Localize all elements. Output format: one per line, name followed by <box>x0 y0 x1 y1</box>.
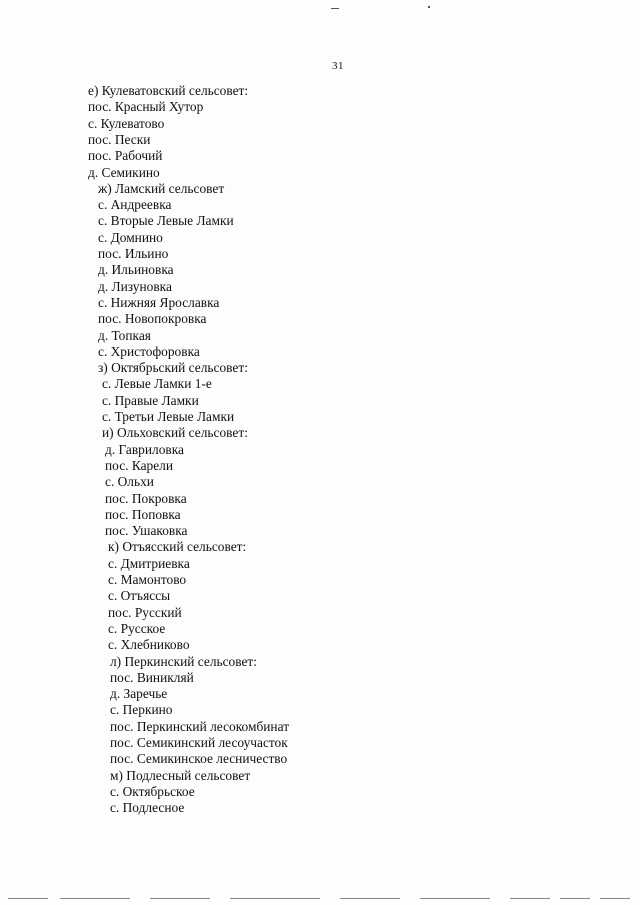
settlement-item: с. Октябрьское <box>110 783 195 799</box>
settlement-item: пос. Пески <box>88 131 151 147</box>
council-heading: к) Отъясский сельсовет: <box>108 539 247 555</box>
settlement-item: с. Ольхи <box>105 474 154 490</box>
settlement-item: пос. Карели <box>105 457 174 473</box>
settlement-item: пос. Виникляй <box>110 669 194 685</box>
settlement-item: пос. Русский <box>108 604 182 620</box>
settlement-item: с. Мамонтово <box>108 572 187 587</box>
settlement-item: д. Лизуновка <box>98 278 172 294</box>
council-heading: м) Подлесный сельсовет <box>110 767 251 783</box>
council-heading: ж) Ламский сельсовет <box>98 180 225 196</box>
settlement-item: с. Андреевка <box>98 197 172 213</box>
settlement-item: д. Семикино <box>88 164 160 180</box>
settlement-item: д. Гавриловка <box>105 441 184 457</box>
council-heading: л) Перкинский сельсовет: <box>110 653 258 669</box>
settlement-item: пос. Поповка <box>105 506 181 522</box>
settlement-item: пос. Красный Хутор <box>88 99 204 115</box>
settlement-item: с. Домнино <box>98 229 163 245</box>
settlement-item: с. Вторые Левые Ламки <box>98 213 234 229</box>
settlement-item: с. Левые Ламки 1-е <box>102 376 212 392</box>
settlement-item: с. Правые Ламки <box>102 392 199 408</box>
settlement-item: пос. Перкинский лесокомбинат <box>110 718 290 734</box>
settlement-item: пос. Рабочий <box>88 148 163 164</box>
settlement-item: д. Топкая <box>98 327 151 343</box>
settlement-item: пос. Новопокровка <box>98 311 207 327</box>
settlement-item: д. Заречье <box>110 686 168 702</box>
settlement-item: с. Третьи Левые Ламки <box>102 409 235 424</box>
settlement-item: с. Нижняя Ярославка <box>98 294 220 310</box>
council-heading: и) Ольховский сельсовет: <box>102 425 248 441</box>
settlement-item: с. Дмитриевка <box>108 555 190 571</box>
settlement-item: с. Кулеватово <box>88 115 165 131</box>
settlement-item: с. Перкино <box>110 702 173 718</box>
settlement-item: с. Отъяссы <box>108 588 171 604</box>
settlement-item: пос. Семикинский лесоучасток <box>110 735 288 750</box>
settlement-item: с. Христофоровка <box>98 343 200 359</box>
settlement-item: с. Русское <box>108 620 166 636</box>
page-number: 31 <box>332 60 344 72</box>
scan-footer-artifacts <box>0 896 640 902</box>
council-heading: з) Октябрьский сельсовет: <box>98 360 248 376</box>
scan-artifact-dash <box>331 8 339 9</box>
settlement-item: пос. Семикинское лесничество <box>110 751 288 767</box>
council-heading: е) Кулеватовский сельсовет: <box>88 83 249 98</box>
settlement-item: пос. Ушаковка <box>105 523 188 539</box>
settlement-item: пос. Покровка <box>105 490 187 506</box>
settlement-item: д. Ильиновка <box>98 262 174 278</box>
scan-artifact-dot <box>428 6 430 8</box>
settlement-item: пос. Ильино <box>98 246 169 261</box>
settlement-item: с. Подлесное <box>110 800 185 816</box>
settlement-item: с. Хлебниково <box>108 637 190 653</box>
